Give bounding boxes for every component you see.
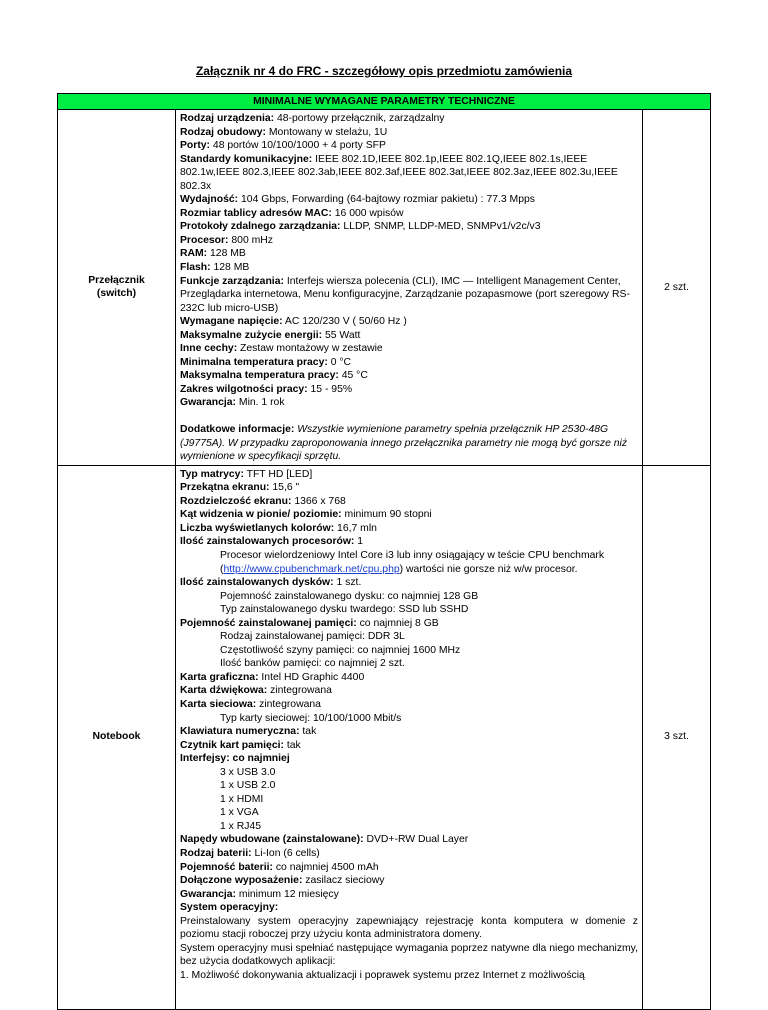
spec-value: Li-Ion (6 cells) — [251, 847, 320, 859]
spec-value: Min. 1 rok — [236, 397, 285, 409]
cpubenchmark-link[interactable]: http://www.cpubenchmark.net/cpu.php — [223, 563, 400, 575]
spec-line — [180, 684, 638, 698]
spec-key: Dodatkowe informacje: — [180, 424, 295, 436]
spec-value: TFT HD [LED] — [243, 468, 313, 480]
spec-line — [180, 342, 638, 356]
spec-key: Czytnik kart pamięci: — [180, 739, 284, 751]
spec-value: AC 120/230 V ( 50/60 Hz ) — [282, 316, 407, 328]
spec-value: tak — [283, 739, 301, 751]
spec-line — [180, 752, 638, 766]
spec-line — [180, 369, 638, 383]
spec-value: IEEE 802.1D,IEEE 802.1p,IEEE 802.1Q,IEEE 802.1s,IEEE 802.1w,IEEE 802.3,IEEE 802.3ab,IEEE 802.3af,IEEE 802.3at,IEEE 802.3az,IEEE 802.3u,IEEE 802.3x — [180, 153, 618, 192]
spec-key: Interfejsy: co najmniej — [180, 753, 290, 765]
spec-key: Rodzaj obudowy: — [180, 126, 267, 138]
system-paragraph: 1. Możliwość dokonywania aktualizacji i poprawek systemu przez Internet z możliwością — [180, 969, 585, 981]
spec-value: 128 MB — [207, 248, 246, 260]
spec-cell-notebook — [176, 465, 643, 1009]
spec-line — [180, 495, 638, 509]
spec-key: Inne cechy: — [180, 343, 238, 355]
interface-item: 1 x VGA — [220, 807, 259, 819]
spec-value: tak — [299, 726, 317, 738]
spec-line — [180, 247, 638, 261]
spec-value: 48 portów 10/100/1000 + 4 porty SFP — [210, 140, 386, 152]
spec-value: 48-portowy przełącznik, zarządzalny — [274, 113, 445, 124]
spec-key: Wydajność: — [180, 194, 239, 206]
spec-line — [180, 275, 638, 316]
spec-subline: Częstotliwość szyny pamięci: co najmniej 1600 MHz — [220, 644, 461, 656]
spec-line — [180, 207, 638, 221]
spec-value: Intel HD Graphic 4400 — [258, 671, 365, 683]
spec-value: 0 °C — [327, 356, 352, 368]
spec-line — [180, 833, 638, 847]
switch-spec-list — [180, 112, 638, 410]
spec-key: Funkcje zarządzania: — [180, 275, 284, 287]
spec-value: minimum 90 stopni — [341, 509, 432, 521]
qty-notebook: 3 szt. — [643, 465, 711, 1009]
spec-key: Pojemność zainstalowanej pamięci: — [180, 617, 357, 629]
spec-line — [180, 861, 638, 875]
spec-key: Protokoły zdalnego zarządzania: — [180, 221, 341, 233]
spec-line — [180, 481, 638, 495]
spec-line — [180, 220, 638, 234]
spec-key: Maksymalna temperatura pracy: — [180, 370, 339, 382]
spec-value: 104 Gbps, Forwarding (64-bajtowy rozmiar pakietu) : 77.3 Mpps — [238, 194, 535, 206]
spec-value: Wszystkie wymienione parametry spełnia przełącznik HP 2530-48G (J9775A). W przypadku zaproponowania innego przełącznika parametry nie mogą być gorsze niż wymienione w specyfikacji sprzętu. — [180, 424, 628, 463]
spec-value: ( — [220, 563, 224, 575]
spec-line — [180, 468, 638, 482]
spec-line — [180, 315, 638, 329]
spec-line — [180, 874, 638, 888]
item-name-line: (switch) — [96, 288, 137, 300]
spec-line — [180, 522, 638, 536]
table-header: MINIMALNE WYMAGANE PARAMETRY TECHNICZNE — [58, 94, 711, 110]
item-name-switch — [58, 110, 176, 466]
spec-key: System operacyjny: — [180, 902, 279, 914]
spec-key: Wymagane napięcie: — [180, 316, 283, 328]
spec-line — [180, 396, 638, 410]
spec-value: Zestaw montażowy w zestawie — [237, 343, 383, 355]
spec-line — [180, 139, 638, 153]
spec-value: DVD+-RW Dual Layer — [363, 834, 469, 846]
spec-key: RAM: — [180, 248, 208, 260]
table-header-row — [58, 94, 711, 110]
interface-item: 3 x USB 3.0 — [220, 766, 276, 778]
spec-line — [180, 193, 638, 207]
spec-key: Ilość zainstalowanych procesorów: — [180, 536, 355, 548]
spec-line — [180, 901, 638, 915]
spec-value: zintegrowana — [267, 685, 332, 697]
spec-line — [180, 153, 638, 194]
spec-value: 1 szt. — [333, 577, 362, 589]
spec-key: Zakres wilgotności pracy: — [180, 383, 308, 395]
spec-line — [180, 725, 638, 739]
spec-line — [180, 112, 638, 126]
spec-subline: Pojemność zainstalowanego dysku: co najmniej 128 GB — [220, 590, 479, 602]
spec-key: Karta dźwiękowa: — [180, 685, 268, 697]
spec-cell-switch — [176, 110, 643, 466]
spec-value: 800 mHz — [228, 234, 273, 246]
spec-value: zasilacz sieciowy — [302, 875, 385, 887]
spec-key: Dołączone wyposażenie: — [180, 875, 303, 887]
spec-line — [180, 126, 638, 140]
spec-value: zintegrowana — [256, 698, 321, 710]
spec-key: Karta sieciowa: — [180, 698, 257, 710]
spec-line — [180, 617, 638, 631]
spec-subline: Typ karty sieciowej: 10/100/1000 Mbit/s — [220, 712, 402, 724]
spec-line — [180, 383, 638, 397]
spec-value: Montowany w stelażu, 1U — [266, 126, 388, 138]
spec-line — [180, 261, 638, 275]
spec-line — [180, 888, 638, 902]
spec-value: 15 - 95% — [307, 383, 353, 395]
interface-item: 1 x USB 2.0 — [220, 780, 276, 792]
table-row-switch — [58, 110, 711, 466]
spec-value: 45 °C — [338, 370, 368, 382]
qty-switch: 2 szt. — [643, 110, 711, 466]
spec-value: 55 Watt — [322, 329, 361, 341]
spec-line — [180, 234, 638, 248]
item-name-line: Przełącznik — [88, 274, 145, 286]
spec-value: 128 MB — [210, 262, 250, 274]
spec-key: Gwarancja: — [180, 888, 237, 900]
spec-value: co najmniej 4500 mAh — [272, 861, 379, 873]
spec-subline — [180, 563, 638, 577]
spec-line — [180, 535, 638, 549]
spec-line — [180, 508, 638, 522]
spec-line — [180, 698, 638, 712]
spec-subline: Ilość banków pamięci: co najmniej 2 szt. — [220, 658, 405, 670]
spec-value: 1366 x 768 — [291, 495, 346, 507]
spec-key: Typ matrycy: — [180, 468, 244, 480]
spec-line — [180, 329, 638, 343]
spec-key: Standardy komunikacyjne: — [180, 153, 313, 165]
spec-line — [180, 356, 638, 370]
spec-key: Rodzaj baterii: — [180, 847, 252, 859]
spec-value: co najmniej 8 GB — [356, 617, 439, 629]
spec-value: 1 — [354, 536, 364, 548]
spec-line — [180, 739, 638, 753]
switch-extra-info — [180, 423, 638, 464]
spec-key: Przekątna ekranu: — [180, 482, 270, 494]
spec-key: Minimalna temperatura pracy: — [180, 356, 328, 368]
spec-subline: Rodzaj zainstalowanej pamięci: DDR 3L — [220, 631, 405, 643]
spec-key: Procesor: — [180, 234, 229, 246]
spec-key: Gwarancja: — [180, 397, 237, 409]
spec-subline: Procesor wielordzeniowy Intel Core i3 lub inny osiągający w teście CPU benchmark — [220, 549, 605, 561]
spec-key: Maksymalne zużycie energii: — [180, 329, 323, 341]
table-row-notebook — [58, 465, 711, 1009]
spec-key: Klawiatura numeryczna: — [180, 726, 300, 738]
item-name-notebook: Notebook — [58, 465, 176, 1009]
spec-key: Rodzaj urządzenia: — [180, 113, 275, 124]
spec-key: Ilość zainstalowanych dysków: — [180, 577, 334, 589]
spec-value: LLDP, SNMP, LLDP-MED, SNMPv1/v2c/v3 — [340, 221, 541, 233]
spec-value: Interfejs wiersza polecenia (CLI), IMC — Intelligent Management Center, Przeglądarka internetowa, Menu konfiguracyjne, Zarządzanie pozapasmowe (port szeregowy RS-232C lub micro-USB) — [180, 275, 630, 314]
spec-value: ) wartości nie gorsze niż w/w procesor. — [399, 563, 578, 575]
document-title: Załącznik nr 4 do FRC - szczegółowy opis przedmiotu zamówienia — [195, 64, 573, 78]
spec-key: Kąt widzenia w pionie/ poziomie: — [180, 509, 342, 521]
spec-key: Rozmiar tablicy adresów MAC: — [180, 207, 332, 219]
spec-key: Pojemność baterii: — [180, 861, 273, 873]
spec-value: 15,6 " — [269, 482, 300, 494]
spec-line — [180, 576, 638, 590]
spec-key: Rozdzielczość ekranu: — [180, 495, 292, 507]
spec-value: minimum 12 miesięcy — [236, 888, 339, 900]
spec-value: 16 000 wpisów — [331, 207, 404, 219]
spec-key: Porty: — [180, 140, 211, 152]
spec-subline: Typ zainstalowanego dysku twardego: SSD lub SSHD — [220, 604, 469, 616]
spec-key: Liczba wyświetlanych kolorów: — [180, 522, 335, 534]
spec-value: 16,7 mln — [334, 522, 377, 534]
spec-key: Karta graficzna: — [180, 671, 259, 683]
spec-key: Napędy wbudowane (zainstalowane): — [180, 834, 364, 846]
interface-item: 1 x RJ45 — [220, 820, 262, 832]
spec-line — [180, 847, 638, 861]
system-paragraph: System operacyjny musi spełniać następujące wymagania poprzez natywne dla niego mechanizmy, bez użycia dodatkowych aplikacji: — [180, 942, 638, 968]
spec-table — [57, 93, 711, 1010]
system-paragraph: Preinstalowany system operacyjny zapewniający rejestrację konta komputera w domenie z poziomu stacji roboczej przy użyciu konta administratora domeny. — [180, 915, 638, 941]
interface-item: 1 x HDMI — [220, 793, 264, 805]
spec-line — [180, 671, 638, 685]
spec-key: Flash: — [180, 262, 211, 274]
